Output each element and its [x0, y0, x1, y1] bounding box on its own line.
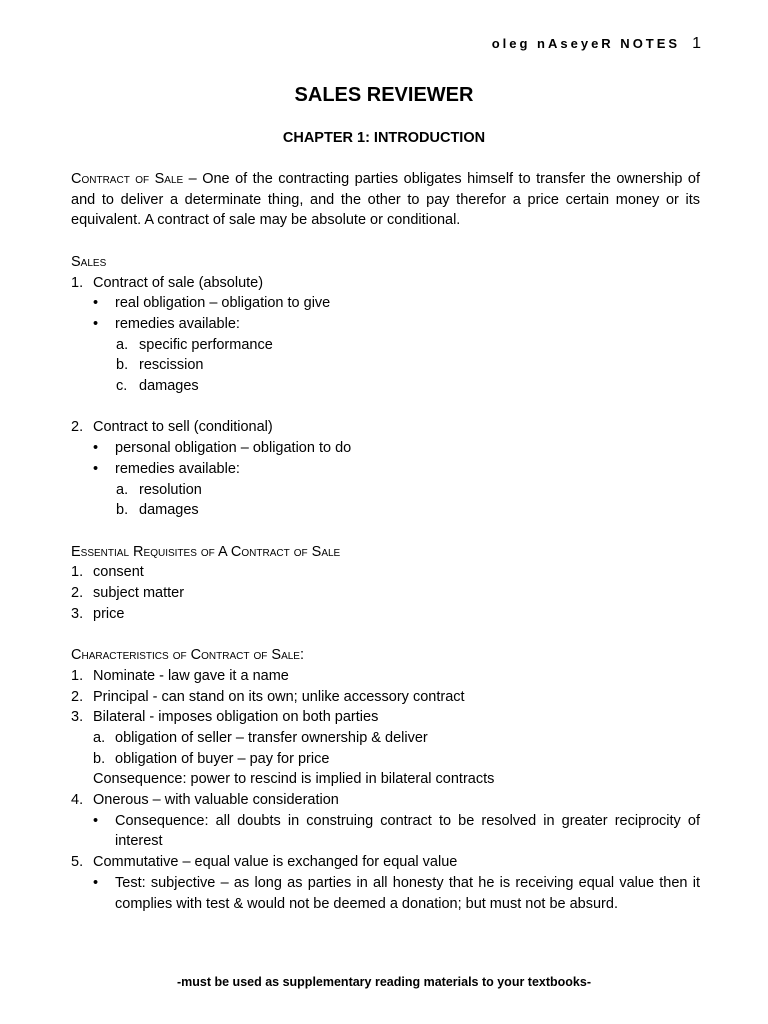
list-item: 2. subject matter	[71, 585, 185, 602]
consequence-note: Consequence: power to rescind is implied in bilateral contracts	[93, 771, 495, 788]
document-title: SALES REVIEWER	[294, 84, 474, 106]
list-item: 4. Onerous – with valuable consideration	[71, 792, 339, 809]
bullet-icon: •	[93, 812, 99, 829]
sub-list-item: b. rescission	[116, 357, 204, 374]
sub-list-item: c. damages	[116, 378, 199, 395]
bullet-item: • real obligation – obligation to give	[71, 293, 700, 314]
bullet-icon: •	[93, 295, 99, 312]
characteristics-heading: Characteristics of Contract of Sale:	[71, 647, 304, 664]
bullet-icon: •	[93, 440, 99, 457]
header-text: oleg nAseyeR NOTES	[491, 36, 681, 51]
sub-list-item: a. resolution	[116, 481, 202, 498]
list-item: 2. Contract to sell (conditional)	[71, 419, 273, 436]
list-item: 1. Contract of sale (absolute)	[71, 274, 264, 291]
list-item: 2. Principal - can stand on its own; unlike accessory contract	[71, 688, 465, 705]
list-item: 3. price	[71, 605, 125, 622]
chapter-heading: CHAPTER 1: INTRODUCTION	[282, 130, 486, 146]
bullet-icon: •	[93, 874, 99, 891]
document-body	[71, 169, 700, 914]
bullet-icon: •	[93, 460, 99, 477]
page-footer: -must be used as supplementary reading materials to your textbooks-	[177, 975, 591, 989]
bullet-item: • Consequence: all doubts in construing contract to be resolved in greater reciprocity of interest	[71, 811, 700, 852]
list-item: 5. Commutative – equal value is exchanged for equal value	[71, 854, 458, 871]
bullet-item: • personal obligation – obligation to do	[71, 438, 700, 459]
sales-heading: Sales	[71, 253, 107, 270]
bullet-item: • remedies available:	[71, 314, 700, 335]
definition-term: Contract of Sale	[71, 171, 184, 187]
list-item: 1. Nominate - law gave it a name	[71, 667, 289, 684]
bullet-icon: •	[93, 315, 99, 332]
bullet-item: • Test: subjective – as long as parties in all honesty that he is receiving equal value then it complies with test & would not be deemed a donation; but must not be absurd.	[71, 873, 700, 914]
list-item: 1. consent	[71, 564, 144, 581]
sub-list-item: a. obligation of seller – transfer ownership & deliver	[93, 729, 428, 746]
bullet-item: • remedies available:	[71, 459, 700, 480]
sub-list-item: a. specific performance	[116, 336, 273, 353]
page-header	[492, 34, 701, 55]
page-number: 1	[692, 35, 701, 52]
requisites-heading: Essential Requisites of A Contract of Sale	[71, 543, 341, 560]
list-item: 3. Bilateral - imposes obligation on both parties	[71, 709, 379, 726]
sub-list-item: b. damages	[116, 502, 199, 519]
definition-paragraph	[71, 169, 700, 231]
sub-list-item: b. obligation of buyer – pay for price	[93, 750, 330, 767]
definition-text: – One of the contracting parties obligates himself to transfer the ownership of and to deliver a determinate thing, and the other to pay therefor a price certain money or its equivalent. A contract of sale may be absolute or conditional.	[71, 171, 700, 229]
